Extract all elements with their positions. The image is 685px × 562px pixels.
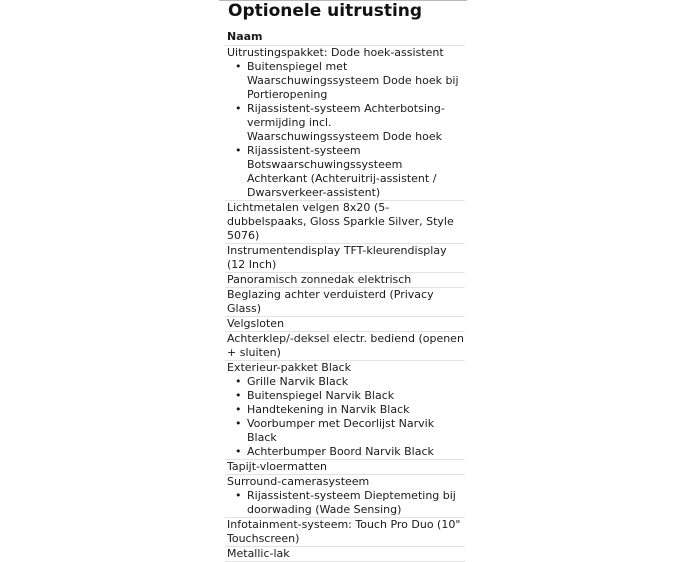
sub-option-list <box>227 489 465 517</box>
option-label: Beglazing achter verduisterd (Privacy Glass) <box>227 288 434 315</box>
bullet-icon: • <box>235 60 242 73</box>
sub-option-label: Achterbumper Boord Narvik Black <box>247 445 434 458</box>
options-list <box>225 29 465 562</box>
option-label: Panoramisch zonnedak elektrisch <box>227 273 412 286</box>
bullet-icon: • <box>235 144 242 157</box>
bullet-icon: • <box>235 417 242 430</box>
sub-option-item <box>235 144 465 200</box>
bullet-icon: • <box>235 489 242 502</box>
sub-option-label: Handtekening in Narvik Black <box>247 403 410 416</box>
bullet-icon: • <box>235 102 242 115</box>
sub-option-label: Voorbumper met Decorlijst Narvik Black <box>247 417 435 444</box>
option-label: Lichtmetalen velgen 8x20 (5-dubbelspaaks, Gloss Sparkle Silver, Style 5076) <box>227 201 454 242</box>
sub-option-item <box>235 102 465 144</box>
bullet-icon: • <box>235 403 242 416</box>
bullet-icon: • <box>235 445 242 458</box>
list-item <box>225 518 465 547</box>
option-label: Exterieur-pakket Black <box>227 361 352 374</box>
page-title: Optionele uitrusting <box>228 1 423 21</box>
option-label: Uitrustingspakket: Dode hoek-assistent <box>227 46 444 59</box>
sub-option-item <box>235 489 465 517</box>
sub-option-label: Grille Narvik Black <box>247 375 349 388</box>
sub-option-label: Rijassistent-systeem Dieptemeting bij doorwading (Wade Sensing) <box>247 489 456 516</box>
list-item <box>225 46 465 201</box>
sub-option-item <box>235 375 465 389</box>
option-label: Instrumentendisplay TFT-kleurendisplay (12 Inch) <box>227 244 447 271</box>
option-label: Infotainment-systeem: Touch Pro Duo (10" Touchscreen) <box>227 518 461 545</box>
column-header-name: Naam <box>225 29 465 46</box>
option-label: Achterklep/-deksel electr. bediend (openen + sluiten) <box>227 332 464 359</box>
sub-option-item <box>235 389 465 403</box>
option-label: Surround-camerasysteem <box>227 475 370 488</box>
sub-option-item <box>235 417 465 445</box>
list-item <box>225 547 465 562</box>
list-item <box>225 460 465 475</box>
list-item <box>225 475 465 518</box>
option-label: Velgsloten <box>227 317 285 330</box>
list-item <box>225 201 465 244</box>
list-item <box>225 244 465 273</box>
sub-option-list <box>227 60 465 200</box>
sub-option-label: Buitenspiegel met Waarschuwingssysteem Dode hoek bij Portieropening <box>247 60 459 101</box>
bullet-icon: • <box>235 389 242 402</box>
options-rows <box>225 46 465 562</box>
list-item <box>225 288 465 317</box>
list-item <box>225 273 465 288</box>
list-item <box>225 317 465 332</box>
option-label: Tapijt-vloermatten <box>227 460 327 473</box>
sub-option-list <box>227 375 465 459</box>
sub-option-item <box>235 403 465 417</box>
option-label: Metallic-lak <box>227 547 290 560</box>
sub-option-label: Rijassistent-systeem Achterbotsing-vermijding incl. Waarschuwingssysteem Dode hoek <box>247 102 445 143</box>
list-item <box>225 361 465 460</box>
sub-option-item <box>235 60 465 102</box>
list-item <box>225 332 465 361</box>
bullet-icon: • <box>235 375 242 388</box>
sub-option-label: Buitenspiegel Narvik Black <box>247 389 395 402</box>
sub-option-item <box>235 445 465 459</box>
sub-option-label: Rijassistent-systeem Botswaarschuwingssysteem Achterkant (Achteruitrij-assistent / Dwarsverkeer-assistent) <box>247 144 437 199</box>
